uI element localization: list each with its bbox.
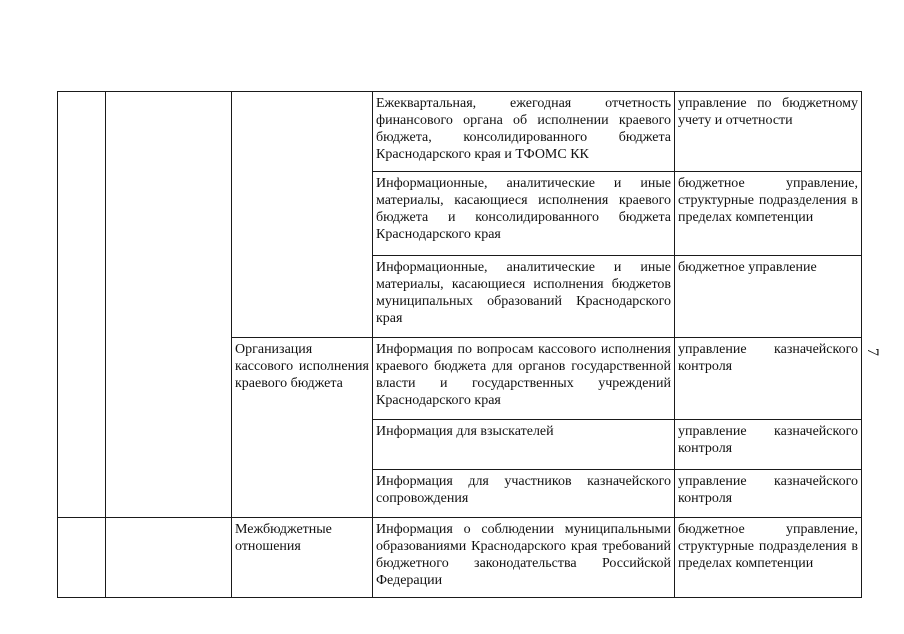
- responsible-cell: бюджетное управление, структурные подразделения в пределах компетенции: [675, 518, 862, 598]
- section-cell: Межбюджетные отношения: [232, 518, 373, 598]
- table-row: [58, 92, 862, 172]
- responsible-cell: управление казначейского контроля: [675, 338, 862, 420]
- info-cell: Информационные, аналитические и иные материалы, касающиеся исполнения бюджетов муниципальных образований Краснодарского края: [373, 256, 675, 338]
- info-cell: Информация для взыскателей: [373, 420, 675, 470]
- category-cell: [106, 92, 232, 518]
- info-cell: Информация для участников казначейского сопровождения: [373, 470, 675, 518]
- info-cell: Информация о соблюдении муниципальными образованиями Краснодарского края требований бюджетного законодательства Российской Федерации: [373, 518, 675, 598]
- info-cell: Ежеквартальная, ежегодная отчетность финансового органа об исполнении краевого бюджета, консолидированного бюджета Краснодарского края и ТФОМС КК: [373, 92, 675, 172]
- table-row: [58, 518, 862, 598]
- category-cell: [106, 518, 232, 598]
- responsible-cell: управление по бюджетному учету и отчетности: [675, 92, 862, 172]
- number-cell: [58, 92, 106, 518]
- responsible-cell: управление казначейского контроля: [675, 470, 862, 518]
- page-number: 7: [864, 348, 881, 356]
- info-cell: Информационные, аналитические и иные материалы, касающиеся исполнения краевого бюджета и консолидированного бюджета Краснодарского края: [373, 172, 675, 256]
- responsible-cell: бюджетное управление: [675, 256, 862, 338]
- responsibility-table: [57, 91, 862, 598]
- responsible-cell: управление казначейского контроля: [675, 420, 862, 470]
- section-cell: Организация кассового исполнения краевого бюджета: [232, 338, 373, 518]
- number-cell: [58, 518, 106, 598]
- section-cell: [232, 92, 373, 338]
- responsible-cell: бюджетное управление, структурные подразделения в пределах компетенции: [675, 172, 862, 256]
- info-cell: Информация по вопросам кассового исполнения краевого бюджета для органов государственной власти и государственных учреждений Краснодарского края: [373, 338, 675, 420]
